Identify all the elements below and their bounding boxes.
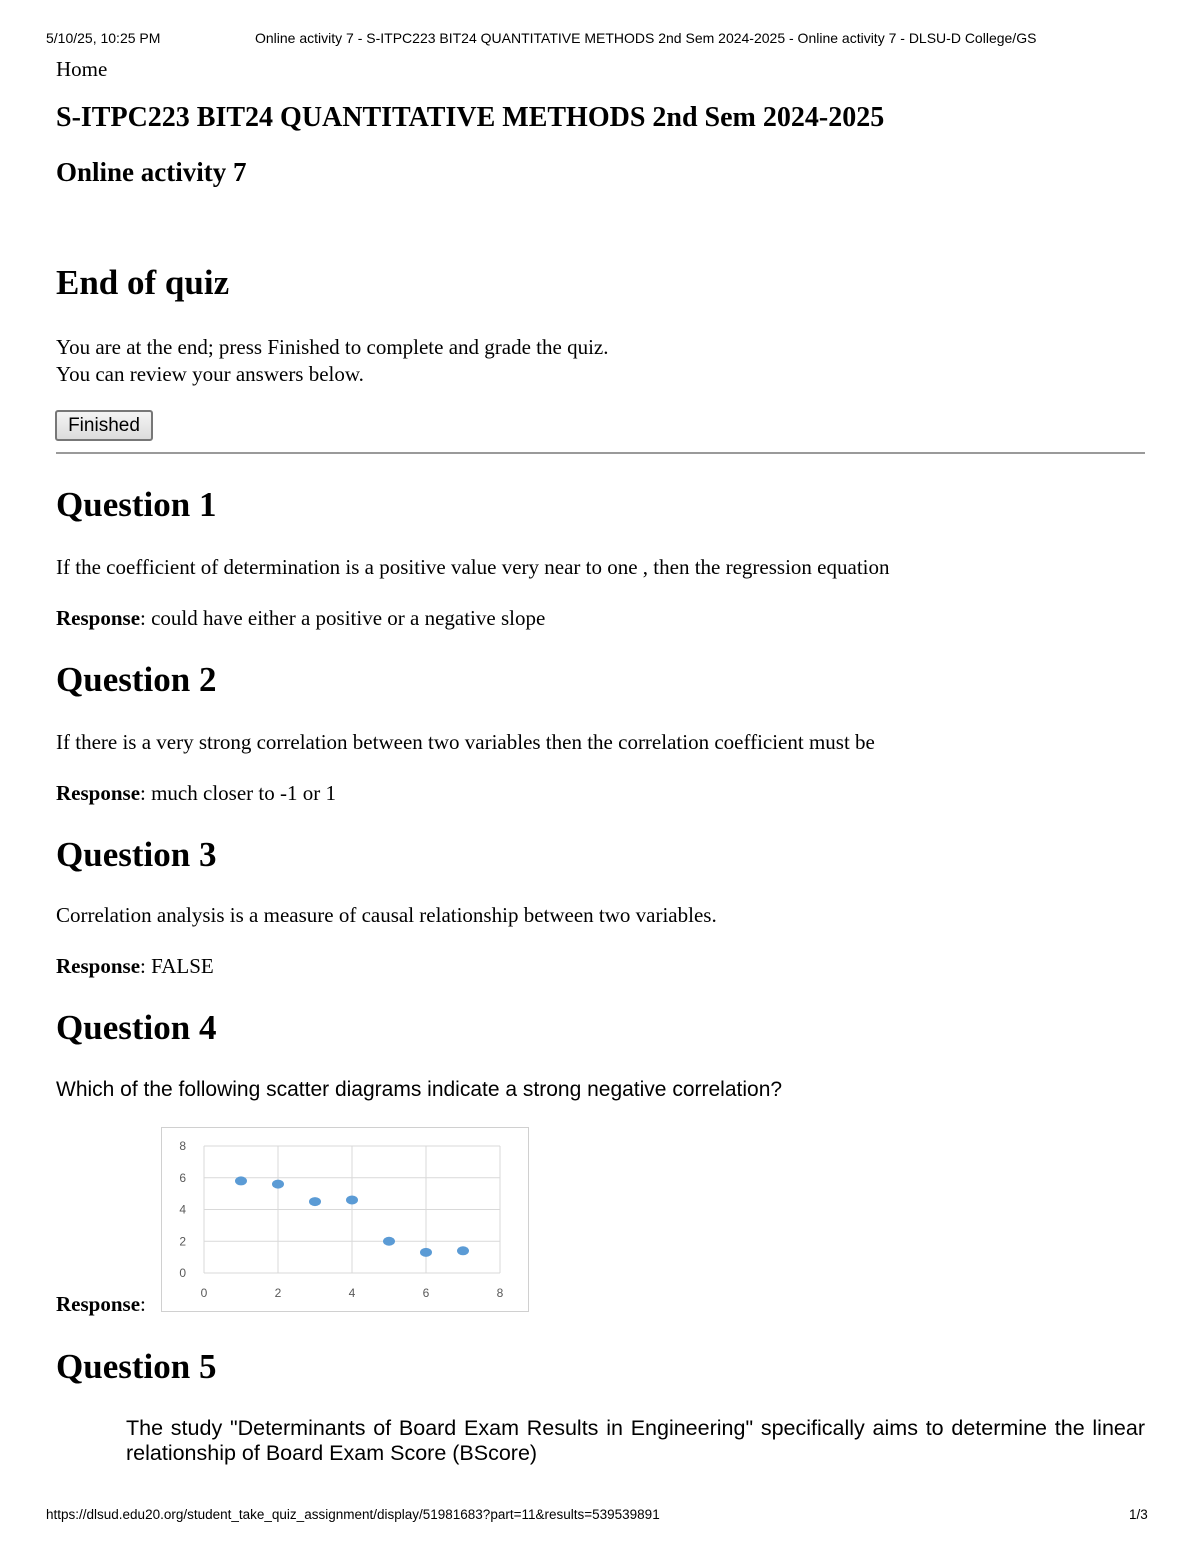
y-tick-label: 4 — [179, 1202, 186, 1217]
data-point — [383, 1237, 395, 1246]
print-page-number: 1/3 — [1129, 1507, 1148, 1522]
response-label: Response — [56, 781, 141, 805]
data-point — [457, 1246, 469, 1255]
finished-button[interactable]: Finished — [55, 410, 153, 441]
x-tick-label: 4 — [348, 1286, 356, 1300]
scatter-chart — [161, 1127, 529, 1312]
question-1-response — [56, 606, 545, 631]
response-value: : could have either a positive or a negative slope — [140, 606, 546, 630]
question-2-text: If there is a very strong correlation between two variables then the correlation coefficient must be — [56, 730, 875, 754]
course-title: S-ITPC223 BIT24 QUANTITATIVE METHODS 2nd Sem 2024-2025 — [56, 102, 885, 133]
question-2-heading: Question 2 — [56, 660, 217, 699]
x-tick-label: 6 — [422, 1286, 430, 1300]
print-datetime: 5/10/25, 10:25 PM — [46, 30, 161, 46]
end-message-line-1: You are at the end; press Finished to complete and grade the quiz. — [56, 335, 609, 359]
response-value: : much closer to -1 or 1 — [140, 781, 336, 805]
y-tick-label: 0 — [179, 1266, 186, 1280]
y-tick-label: 8 — [179, 1139, 186, 1153]
home-link[interactable]: Home — [56, 57, 108, 81]
data-point — [272, 1180, 284, 1189]
x-tick-label: 8 — [496, 1286, 504, 1300]
response-label: Response — [56, 606, 141, 630]
question-3-heading: Question 3 — [56, 835, 217, 874]
x-tick-label: 2 — [274, 1286, 282, 1300]
question-5-text: The study "Determinants of Board Exam Results in Engineering" specifically aims to determine the linear relationship of Board Exam Score (BScore) — [126, 1416, 1145, 1465]
response-value: : FALSE — [140, 954, 214, 978]
response-value: : — [140, 1292, 146, 1316]
end-message-line-2: You can review your answers below. — [56, 362, 364, 386]
question-4-text: Which of the following scatter diagrams indicate a strong negative correlation? — [56, 1078, 783, 1101]
question-4-response — [56, 1292, 146, 1317]
print-url: https://dlsud.edu20.org/student_take_quiz_assignment/display/51981683?part=11&results=539539891 — [46, 1507, 660, 1522]
data-point — [420, 1248, 432, 1257]
activity-title: Online activity 7 — [56, 157, 247, 187]
question-1-text: If the coefficient of determination is a positive value very near to one , then the regression equation — [56, 555, 890, 579]
scatter-plot-svg — [162, 1128, 528, 1311]
response-label: Response — [56, 1292, 141, 1316]
x-tick-label: 0 — [200, 1286, 208, 1300]
question-3-response — [56, 954, 214, 979]
end-of-quiz-heading: End of quiz — [56, 263, 230, 302]
question-5-heading: Question 5 — [56, 1347, 217, 1386]
section-divider — [56, 452, 1145, 454]
data-point — [346, 1195, 358, 1204]
data-point — [309, 1197, 321, 1206]
y-tick-label: 6 — [179, 1170, 186, 1185]
print-page-title: Online activity 7 - S-ITPC223 BIT24 QUANTITATIVE METHODS 2nd Sem 2024-2025 - Online activity 7 - DLSU-D College/GS — [255, 30, 1037, 46]
question-2-response — [56, 781, 336, 806]
question-1-heading: Question 1 — [56, 485, 217, 524]
question-3-text: Correlation analysis is a measure of causal relationship between two variables. — [56, 903, 717, 927]
question-4-heading: Question 4 — [56, 1008, 217, 1047]
data-point — [235, 1176, 247, 1185]
y-tick-label: 2 — [179, 1234, 186, 1249]
response-label: Response — [56, 954, 141, 978]
